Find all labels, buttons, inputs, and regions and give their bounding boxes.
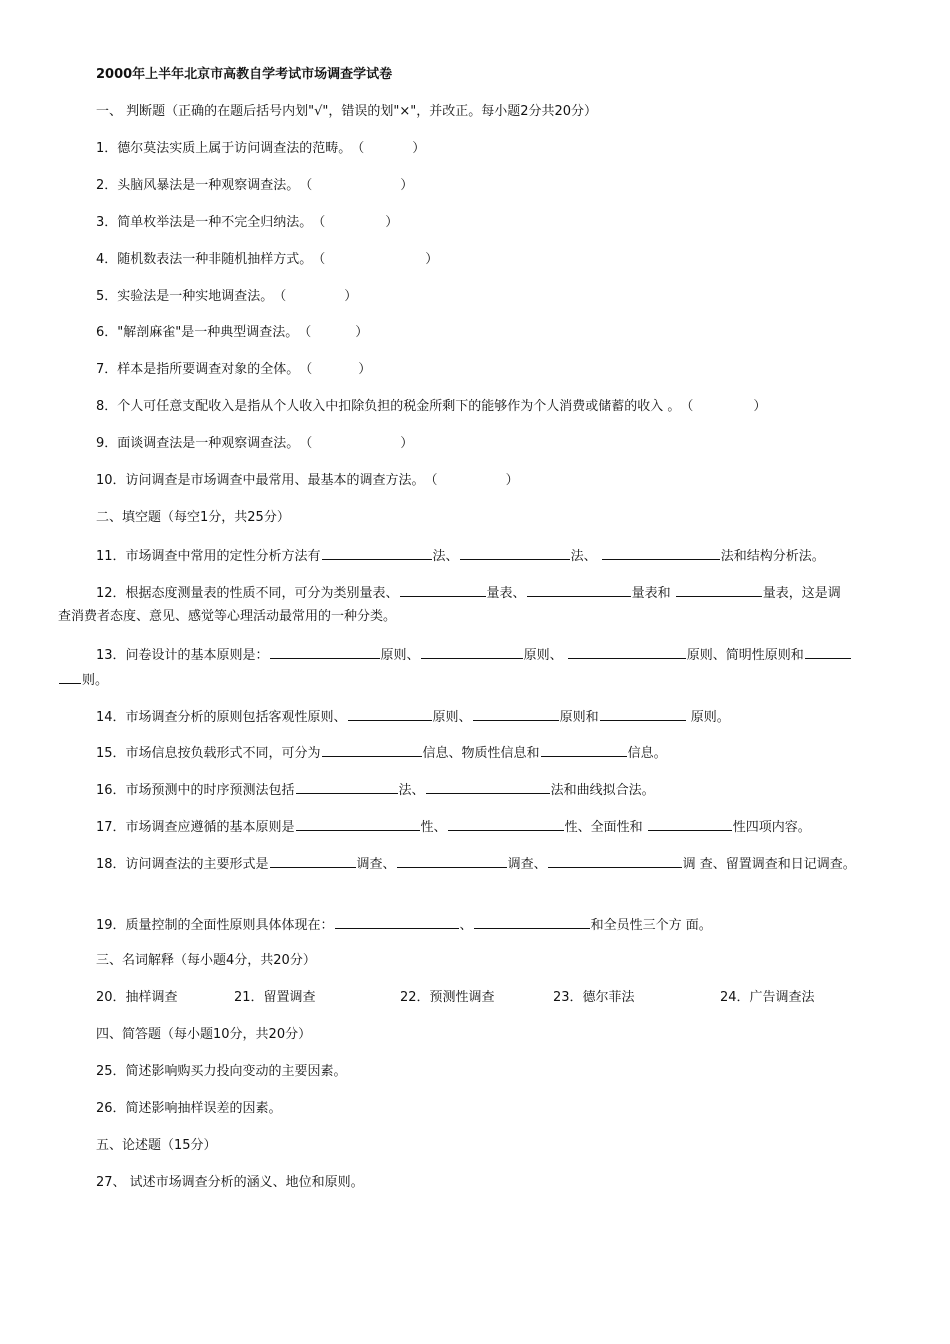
answer-blank <box>448 817 564 831</box>
section-heading-fill: 二、填空题（每空1分，共25分） <box>96 510 290 525</box>
answer-blank <box>602 546 720 560</box>
answer-paren-open: （ <box>312 252 326 267</box>
answer-blank <box>474 915 590 929</box>
fill-text: 16．市场预测中的时序预测法包括 <box>96 783 295 798</box>
answer-paren-close: ） <box>400 178 414 193</box>
answer-paren-close: ） <box>344 289 358 304</box>
fill-item-16 <box>96 780 655 800</box>
fill-item-18 <box>96 854 856 874</box>
fill-text: 法、 <box>432 549 459 564</box>
fill-text: 则。 <box>82 673 109 688</box>
answer-blank <box>322 743 422 757</box>
fill-text: 调 查、留置调查和日记调查。 <box>682 857 856 872</box>
fill-text: 15．市场信息按负载形式不同，可分为 <box>96 746 321 761</box>
fill-text: 法、 <box>398 783 425 798</box>
fill-text: 原则、 <box>432 710 472 725</box>
fill-text: 调查、 <box>507 857 547 872</box>
answer-blank <box>805 645 851 659</box>
fill-item-15 <box>96 743 667 763</box>
fill-text: 法、 <box>570 549 601 564</box>
fill-text: 原则、 <box>380 648 420 663</box>
section-heading-short: 四、简答题（每小题10分，共20分） <box>96 1027 312 1042</box>
judge-text: 6．"解剖麻雀"是一种典型调查法。 <box>96 325 299 340</box>
fill-text: 19．质量控制的全面性原则具体体现在： <box>96 918 334 933</box>
short-item-25: 25．简述影响购买力投向变动的主要因素。 <box>96 1064 347 1079</box>
fill-text: 14．市场调查分析的原则包括客观性原则、 <box>96 710 347 725</box>
answer-paren-close: ） <box>355 325 369 340</box>
judge-text: 8．个人可任意支配收入是指从个人收入中扣除负担的税金所剩下的能够作为个人消费或储蓄的收入 。 <box>96 399 681 414</box>
answer-paren-close: ） <box>425 252 439 267</box>
answer-blank <box>421 645 523 659</box>
answer-blank <box>348 707 432 721</box>
answer-blank <box>335 915 459 929</box>
fill-text: 量表和 <box>631 586 675 601</box>
fill-text: 量表、 <box>486 586 526 601</box>
judge-item-4 <box>96 251 438 269</box>
answer-paren-open: （ <box>273 289 287 304</box>
answer-blank <box>322 546 432 560</box>
fill-text: 、 <box>459 918 473 933</box>
answer-paren-close: ） <box>505 473 519 488</box>
fill-text: 量表，这是调 <box>762 586 841 601</box>
judge-text: 10．访问调查是市场调查中最常用、最基本的调查方法。 <box>96 473 425 488</box>
fill-item-13 <box>96 645 852 665</box>
fill-item-17 <box>96 817 811 837</box>
fill-text: 原则、简明性原则和 <box>686 648 804 663</box>
fill-text: 性四项内容。 <box>732 820 811 835</box>
answer-paren-close: ） <box>385 215 399 230</box>
section-heading-terms: 三、名词解释（每小题4分，共20分） <box>96 953 316 968</box>
answer-blank <box>59 670 81 684</box>
answer-blank <box>527 583 631 597</box>
term-item-22: 22．预测性调查 <box>400 990 495 1005</box>
judge-item-3 <box>96 214 398 232</box>
fill-item-11 <box>96 546 825 566</box>
fill-text: 12．根据态度测量表的性质不同，可分为类别量表、 <box>96 586 399 601</box>
judge-text: 9．面谈调查法是一种观察调查法。 <box>96 436 300 451</box>
answer-blank <box>548 854 682 868</box>
answer-blank <box>270 854 356 868</box>
answer-blank <box>400 583 486 597</box>
fill-text: 信息、物质性信息和 <box>422 746 540 761</box>
fill-text: 法和曲线拟合法。 <box>550 783 655 798</box>
fill-text: 法和结构分析法。 <box>720 549 825 564</box>
judge-text: 5．实验法是一种实地调查法。 <box>96 289 274 304</box>
answer-paren-open: （ <box>424 473 438 488</box>
fill-item-14 <box>96 707 730 727</box>
fill-text: 17．市场调查应遵循的基本原则是 <box>96 820 295 835</box>
answer-blank <box>296 817 420 831</box>
answer-paren-open: （ <box>299 436 313 451</box>
answer-blank <box>460 546 570 560</box>
term-item-23: 23．德尔菲法 <box>553 990 635 1005</box>
answer-paren-open: （ <box>351 141 365 156</box>
essay-item-27: 27、 试述市场调查分析的涵义、地位和原则。 <box>96 1175 364 1190</box>
fill-text: 原则和 <box>559 710 599 725</box>
fill-text: 性、 <box>420 820 447 835</box>
fill-text: 13．问卷设计的基本原则是： <box>96 648 269 663</box>
judge-item-1 <box>96 140 425 158</box>
answer-blank <box>541 743 627 757</box>
answer-blank <box>648 817 732 831</box>
term-item-20: 20．抽样调查 <box>96 990 178 1005</box>
fill-item-13-continued <box>58 670 108 690</box>
fill-text: 调查、 <box>356 857 396 872</box>
answer-paren-close: ） <box>400 436 414 451</box>
judge-item-10 <box>96 472 519 490</box>
fill-text: 18．访问调查法的主要形式是 <box>96 857 269 872</box>
section-heading-judge: 一、 判断题（正确的在题后括号内划"√"，错误的划"×"，并改正。每小题2分共20分） <box>96 104 598 119</box>
term-item-21: 21．留置调查 <box>234 990 316 1005</box>
fill-item-12-continued: 查消费者态度、意见、感觉等心理活动最常用的一种分类。 <box>58 609 397 624</box>
answer-blank <box>296 780 398 794</box>
judge-item-8 <box>96 398 766 416</box>
answer-paren-open: （ <box>299 362 313 377</box>
judge-item-2 <box>96 177 413 195</box>
answer-blank <box>426 780 550 794</box>
judge-item-7 <box>96 361 371 379</box>
answer-blank <box>397 854 507 868</box>
answer-paren-open: （ <box>298 325 312 340</box>
fill-text: 原则。 <box>686 710 730 725</box>
term-item-24: 24．广告调查法 <box>720 990 815 1005</box>
answer-blank <box>600 707 686 721</box>
answer-paren-close: ） <box>753 399 767 414</box>
judge-item-9 <box>96 435 413 453</box>
fill-text: 原则、 <box>523 648 567 663</box>
judge-text: 7．样本是指所要调查对象的全体。 <box>96 362 300 377</box>
judge-item-6 <box>96 324 368 342</box>
fill-item-19 <box>96 915 712 935</box>
answer-paren-open: （ <box>680 399 694 414</box>
answer-blank <box>568 645 686 659</box>
answer-blank <box>473 707 559 721</box>
judge-text: 1．德尔莫法实质上属于访问调查法的范畴。 <box>96 141 352 156</box>
short-item-26: 26．简述影响抽样误差的因素。 <box>96 1101 282 1116</box>
fill-text: 11．市场调查中常用的定性分析方法有 <box>96 549 321 564</box>
answer-blank <box>676 583 762 597</box>
page-title: 2000年上半年北京市高教自学考试市场调查学试卷 <box>96 67 393 82</box>
answer-paren-open: （ <box>312 215 326 230</box>
fill-text: 性、全面性和 <box>564 820 647 835</box>
fill-text: 和全员性三个方 面。 <box>590 918 712 933</box>
fill-item-12 <box>96 583 841 603</box>
answer-blank <box>270 645 380 659</box>
judge-item-5 <box>96 288 357 306</box>
answer-paren-close: ） <box>358 362 372 377</box>
judge-text: 3．简单枚举法是一种不完全归纳法。 <box>96 215 313 230</box>
section-heading-essay: 五、论述题（15分） <box>96 1138 217 1153</box>
judge-text: 2．头脑风暴法是一种观察调查法。 <box>96 178 300 193</box>
judge-text: 4．随机数表法一种非随机抽样方式。 <box>96 252 313 267</box>
fill-text: 信息。 <box>627 746 667 761</box>
answer-paren-open: （ <box>299 178 313 193</box>
answer-paren-close: ） <box>412 141 426 156</box>
